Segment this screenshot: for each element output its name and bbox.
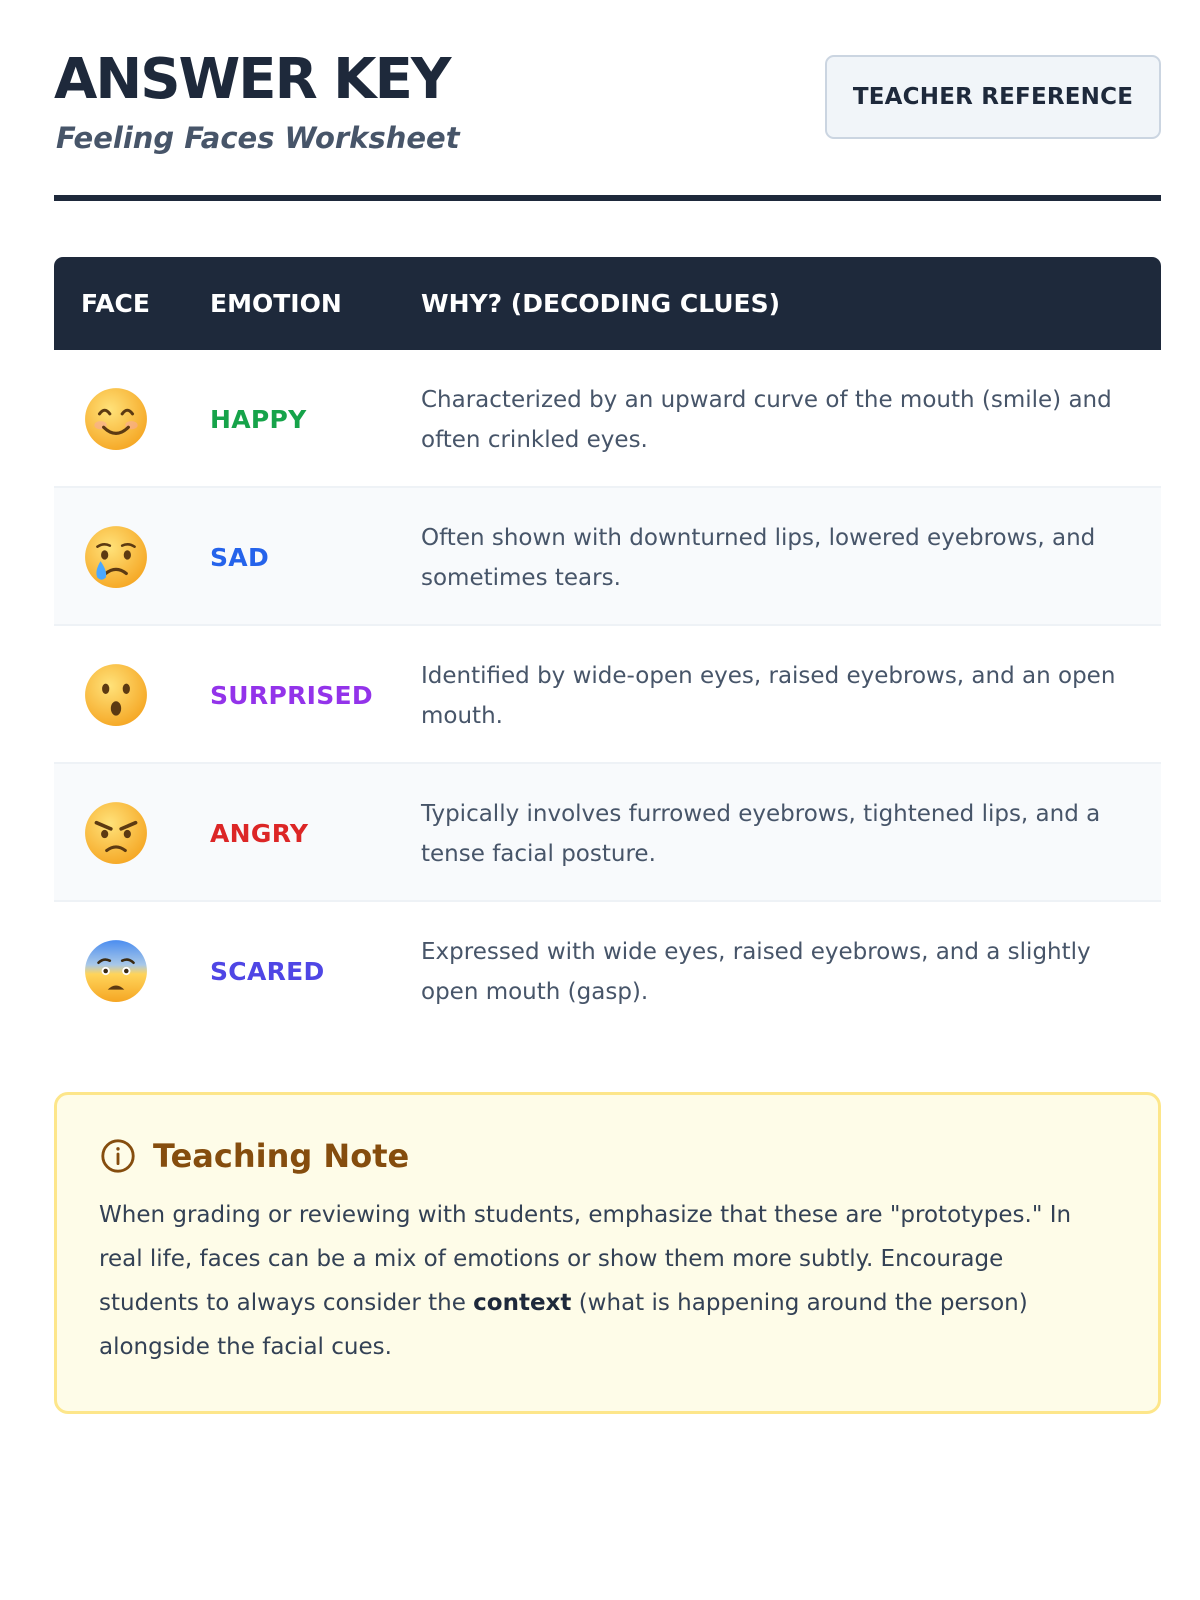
page-subtitle: Feeling Faces Worksheet [56,121,460,155]
teaching-note [54,1092,1161,1414]
decoding-clue: Identified by wide-open eyes, raised eyebrows, and an open mouth. [421,663,1116,729]
info-icon [99,1137,137,1175]
angry-face-icon [83,764,149,902]
table-row [54,488,1161,626]
decoding-clue: Characterized by an upward curve of the mouth (smile) and often crinkled eyes. [421,387,1112,453]
answer-key-page [54,0,1161,1360]
decoding-clue: Often shown with downturned lips, lowered eyebrows, and sometimes tears. [421,525,1096,591]
table-row [54,902,1161,1040]
emotion-label-happy: HAPPY [210,404,307,434]
surprised-face-icon [83,626,149,764]
crying-face-icon [83,488,149,626]
emotion-label-surprised: SURPRISED [210,680,373,710]
scared-face-icon [83,902,149,1040]
answer-table [54,257,1161,1040]
table-row [54,626,1161,764]
decoding-clue: Expressed with wide eyes, raised eyebrows, and a slightly open mouth (gasp). [421,939,1091,1005]
note-text-bold: context [473,1290,572,1316]
note-text-before: When grading or reviewing with students, emphasize that these are "prototypes." In real life, faces can be a mix of emotions or show them more subtly. Encourage students to always consider the [99,1202,1072,1316]
emotion-label-scared: SCARED [210,956,325,986]
teaching-note-header [99,1137,409,1175]
teaching-note-body [99,1193,1109,1369]
page-title: ANSWER KEY [54,47,450,112]
teaching-note-title: Teaching Note [153,1137,410,1175]
table-header [54,257,1161,350]
table-row [54,350,1161,488]
emotion-label-angry: ANGRY [210,818,309,848]
teacher-reference-badge: TEACHER REFERENCE [825,55,1161,139]
emotion-label-sad: SAD [210,542,270,572]
column-header-face: FACE [81,289,150,318]
header-divider [54,195,1161,201]
decoding-clue: Typically involves furrowed eyebrows, tightened lips, and a tense facial posture. [421,801,1101,867]
note-text-after: (what is happening around the person) alongside the facial cues. [99,1290,1028,1360]
header [54,0,1161,202]
column-header-why: WHY? (DECODING CLUES) [421,289,781,318]
smiling-face-icon [83,350,149,488]
column-header-emotion: EMOTION [210,289,342,318]
table-row [54,764,1161,902]
